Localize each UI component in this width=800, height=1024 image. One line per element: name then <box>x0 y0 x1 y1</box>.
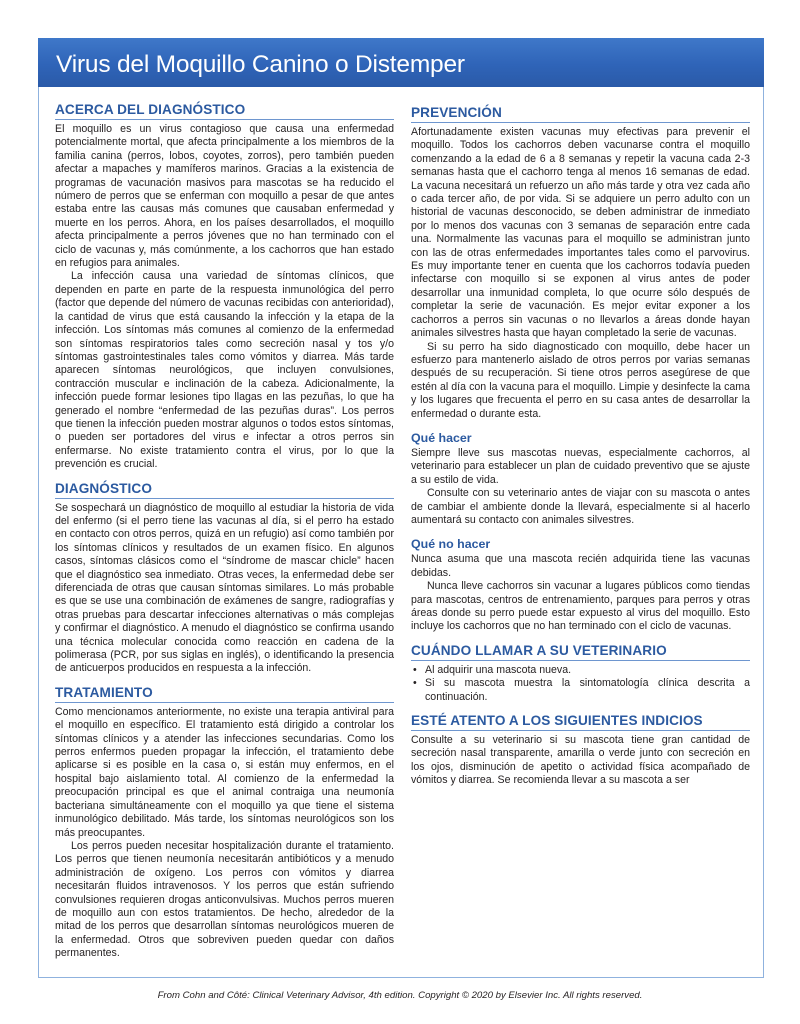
section-diagnostico <box>55 480 394 676</box>
footer-citation: From Cohn and Côté: Clinical Veterinary Advisor, 4th edition. Copyright © 2020 by Elsevier Inc. All rights reserved. <box>157 990 643 1001</box>
right-column <box>411 104 750 788</box>
list-item-text: Al adquirir una mascota nueva. <box>425 663 572 676</box>
page-title: Virus del Moquillo Canino o Distemper <box>56 51 465 78</box>
section-prevencion <box>411 104 750 421</box>
section-heading-indicios: ESTÉ ATENTO A LOS SIGUIENTES INDICIOS <box>411 712 750 731</box>
diagnostico-paragraph-1: Se sospechará un diagnóstico de moquillo al estudiar la historia de vida del enfermo (si el perro tiene las vacunas al día, si el perro ha estado en contacto con otros perros, quizá en un refugio) así como también por los síntomas clínicos y resultados de un examen físico. En algunos casos, síntomas clásicos como el “síndrome de mascar chicle” hacen que el diagnóstico sea inmediato. Otras veces, la enfermedad debe ser diferenciada de otras que causan síntomas similares. Lo más probable es que se use una combinación de exámenes de sangre, radiografías y otras pruebas para descartar infecciones alternativas o más complejas y confirmar el diagnóstico. A menudo el diagnóstico se confirma usando una técnica molecular conocida como reacción en cadena de la polimerasa (PCR, por sus siglas en inglés), o identificando la presencia de anticuerpos producidos en respuesta a la infección. <box>55 501 394 675</box>
section-acerca <box>55 101 394 472</box>
section-tratamiento <box>55 684 394 961</box>
acerca-paragraph-1: El moquillo es un virus contagioso que causa una enfermedad potencialmente mortal, que afecta principalmente a los miembros de la familia canina (perros, lobos, coyotes, zorros), pero también pueden afectar a mapaches y mamíferos marinos. Gracias a la existencia de programas de vacunación masivos para mascotas se ha reducido el número de perros que se enferman con moquillo a pesar de que antes estaba entre las causas más comunes que causaban enfermedad y muerte en los perros. Ahora, en los países desarrollados, el moquillo afecta principalmente a perros jóvenes que no han terminado con el ciclo de vacunas y, más comúnmente, a los cachorros que han estado en refugios para animales. <box>55 123 394 270</box>
acerca-paragraph-2: La infección causa una variedad de síntomas clínicos, que dependen en parte en parte de la respuesta inmunológica del perro (factor que depende del número de vacunas recibidas con anterioridad), la cantidad de virus que está causando la infección y la etapa de la infección. Los síntomas más comunes al comienzo de la enfermedad son síntomas respiratorios tales como secreción nasal y tos y/o síntomas gastrointestinales tales como vómitos y diarrea. Más tarde aparecen síntomas neurológicos, que incluyen convulsiones, contracción muscular e inclinación de la cabeza. Adicionalmente, la infección puede formar lesiones tipo llagas en las pezuñas, lo que ha generado el nombre “enfermedad de las pezuñas duras”. Los perros que tienen la infección pueden mostrar algunos o todos estos síntomas, o pueden ser portadores del virus e infectar a otros perros sin enfermarse. No existe tratamiento contra el virus, por lo que la prevención es crucial. <box>55 270 394 471</box>
section-que-hacer <box>411 431 750 527</box>
section-cuando-llamar <box>411 642 750 704</box>
sub-heading-que-no-hacer: Qué no hacer <box>411 537 491 552</box>
indicios-paragraph-1: Consulte a su veterinario si su mascota tiene gran cantidad de secreción nasal transparente, amarilla o verde junto con secreción en los ojos, disminución de apetito o actividad física acompañado de vómitos y diarrea. Se recomienda llevar a su mascota a ser <box>411 734 750 787</box>
section-heading-acerca: ACERCA DEL DIAGNÓSTICO <box>55 101 394 120</box>
bullet-icon: • <box>413 677 417 690</box>
que-no-hacer-paragraph-1: Nunca asuma que una mascota recién adquirida tiene las vacunas debidas. <box>411 553 750 579</box>
bullet-icon: • <box>413 663 417 676</box>
prevencion-paragraph-1: Afortunadamente existen vacunas muy efectivas para prevenir el moquillo. Todos los cachorros deben vacunarse contra el moquillo comenzando a la edad de 6 a 8 semanas y repetir la vacuna cada 2-3 semanas hasta que el cachorro tenga al menos 16 semanas de edad. La vacuna necesitará un refuerzo un año más tarde y otra vez cada año o cada tercer año, de por vida. Si se adquiere un perro adulto con un historial de vacunas desconocido, se deben administrar de inmediato por lo menos dos vacunas con 3 semanas de separación entre cada una. Normalmente las vacunas para el moquillo se administran junto con las de otras enfermedades importantes tales como el parvovirus. Es muy importante tener en cuenta que los cachorros todavía pueden infectarse con moquillo si se exponen al virus antes de poder desarrollar una inmunidad completa, lo que ocurre sólo después de completar la serie de vacunación. Es mejor evitar exponer a los cachorros a perros sin vacunas o no llevarlos a áreas donde hayan animales silvestres hasta que hayan completado la serie de vacunas. <box>411 126 750 340</box>
left-column <box>55 101 394 961</box>
list-item <box>411 664 750 677</box>
cuando-llamar-list <box>411 664 750 704</box>
section-que-no-hacer <box>411 537 750 633</box>
que-hacer-paragraph-2: Consulte con su veterinario antes de viajar con su mascota o antes de cambiar el ambiente donde la llevará, especialmente si al hacerlo aumentará su contacto con animales silvestres. <box>411 487 750 526</box>
section-heading-tratamiento: TRATAMIENTO <box>55 684 394 703</box>
prevencion-paragraph-2: Si su perro ha sido diagnosticado con moquillo, debe hacer un esfuerzo para mantenerlo aislado de otros perros por varias semanas después de su recuperación. Si tiene otros perros asegúrese de que estén al día con la vacuna para el moquillo. Limpie y desinfecte la cama y los lugares que frecuenta el perro en su casa antes de desarrollar la enfermedad o durante esta. <box>411 340 750 420</box>
title-banner <box>38 38 764 87</box>
section-indicios <box>411 712 750 788</box>
list-item-text: Si su mascota muestra la sintomatología clínica descrita a continuación. <box>425 677 750 703</box>
tratamiento-paragraph-1: Como mencionamos anteriormente, no existe una terapia antiviral para el moquillo en específico. El tratamiento está dirigido a controlar los síntomas clínicos y a atender las infecciones secundarias. Como los perros enfermos pueden propagar la infección, el tratamiento debe aplicarse si es posible en la casa o, si están muy enfermos, en el hospital bajo aislamiento total. Al comienzo de la enfermedad la preocupación principal es que el animal contraiga una neumonía bacteriana simultáneamente con el moquillo ya que tiene el sistema inmunológico debilitado. Más tarde, los síntomas neurológicos son los más preocupantes. <box>55 705 394 839</box>
section-heading-diagnostico: DIAGNÓSTICO <box>55 480 394 499</box>
section-heading-prevencion: PREVENCIÓN <box>411 104 750 123</box>
que-hacer-paragraph-1: Siempre lleve sus mascotas nuevas, especialmente cachorros, al veterinario para establecer un plan de cuidado preventivo que se ajuste a su estilo de vida. <box>411 446 750 486</box>
section-heading-cuando-llamar: CUÁNDO LLAMAR A SU VETERINARIO <box>411 642 750 661</box>
que-no-hacer-paragraph-2: Nunca lleve cachorros sin vacunar a lugares públicos como tiendas para mascotas, centros de entrenamiento, parques para perros y otras áreas donde su perro puede estar expuesto al virus del moquillo. Esto incluye los cachorros que no han terminado con el ciclo de vacunas. <box>411 580 750 633</box>
list-item <box>411 677 750 704</box>
tratamiento-paragraph-2: Los perros pueden necesitar hospitalización durante el tratamiento. Los perros que tienen neumonía necesitarán antibióticos y a menudo administración de oxígeno. Los perros con vómitos y diarrea necesitarán fluidos intravenosos. Y los perros que están sufriendo convulsiones requieren drogas anticonvulsivas. Muchos perros mueren de moquillo aun con estos tratamientos. De hecho, alrededor de la mitad de los perros que desarrollan síntomas neurológicos mueren de la enfermedad. Otros que sobreviven pueden quedar con daños permanentes. <box>55 839 394 960</box>
sub-heading-que-hacer: Qué hacer <box>411 430 472 445</box>
